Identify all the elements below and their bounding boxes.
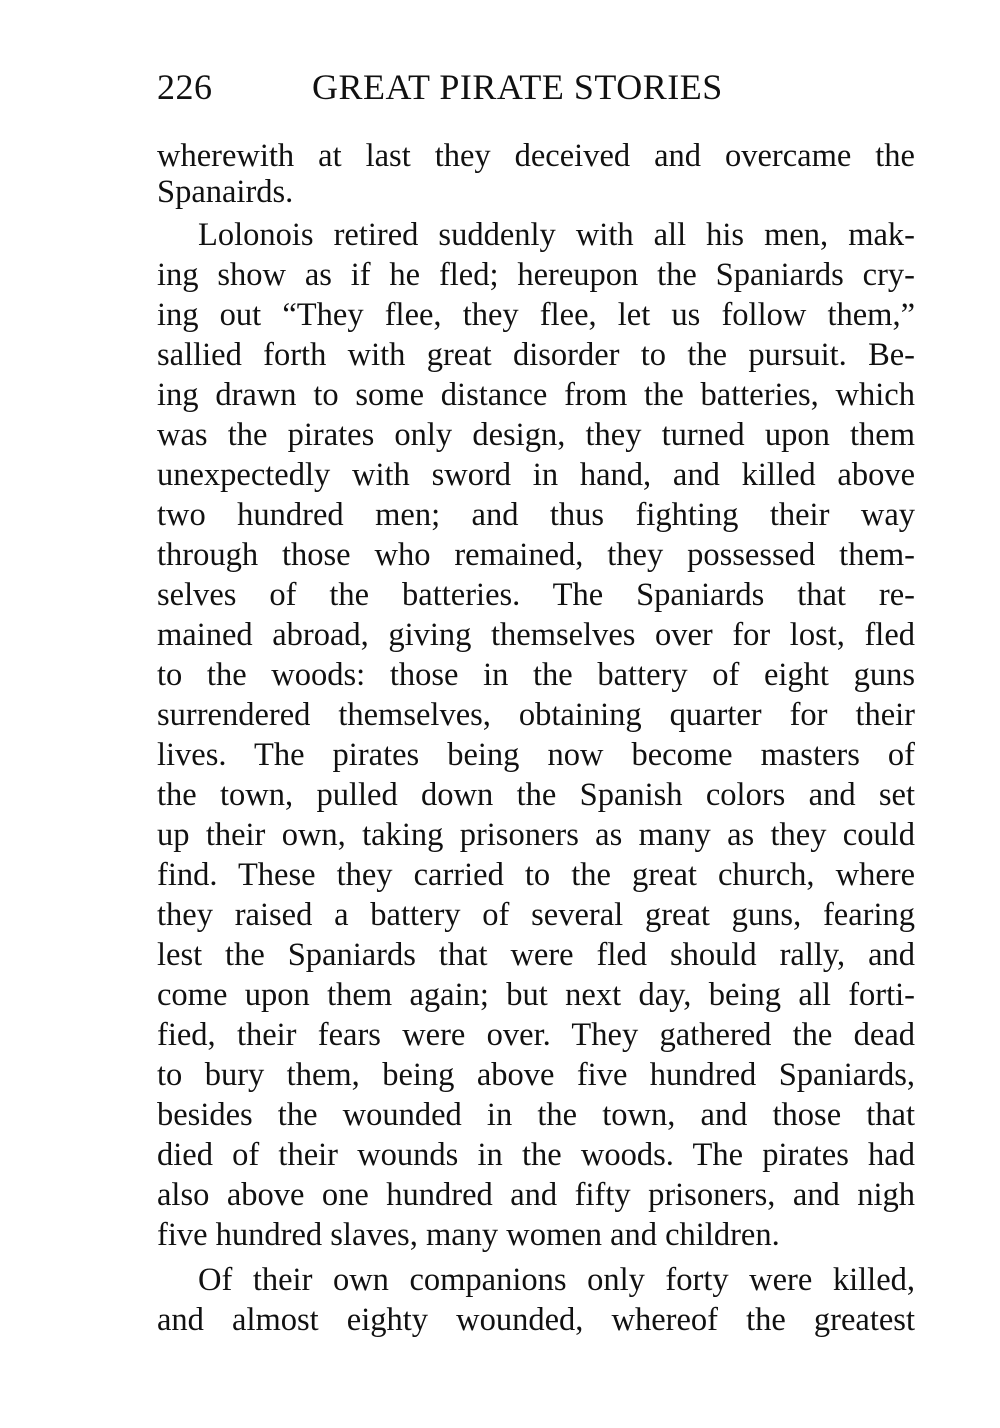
text-line: to bury them, being above five hundred Spaniards, (157, 1057, 915, 1093)
text-line: fied, their fears were over. They gathered the dead (157, 1017, 915, 1053)
text-line: find. These they carried to the great church, where (157, 857, 915, 893)
text-line: besides the wounded in the town, and those that (157, 1097, 915, 1133)
text-line: ing drawn to some distance from the batteries, which (157, 377, 915, 413)
text-line: also above one hundred and fifty prisoners, and nigh (157, 1177, 915, 1213)
text-line: they raised a battery of several great guns, fearing (157, 897, 915, 933)
text-line: come upon them again; but next day, being all forti- (157, 977, 915, 1013)
text-line: sallied forth with great disorder to the pursuit. Be- (157, 337, 915, 373)
text-line: mained abroad, giving themselves over for lost, fled (157, 617, 915, 653)
text-line: lest the Spaniards that were fled should rally, and (157, 937, 915, 973)
paragraph (157, 1260, 915, 1340)
text-line: two hundred men; and thus fighting their way (157, 497, 915, 533)
text-line: surrendered themselves, obtaining quarter for their (157, 697, 915, 733)
text-line: died of their wounds in the woods. The pirates had (157, 1137, 915, 1173)
running-title: GREAT PIRATE STORIES (312, 67, 723, 107)
text-line: was the pirates only design, they turned upon them (157, 417, 915, 453)
text-line: Spanairds. (157, 174, 294, 210)
page-number: 226 (157, 67, 213, 107)
text-line: to the woods: those in the battery of eight guns (157, 657, 915, 693)
text-line: selves of the batteries. The Spaniards that re- (157, 577, 915, 613)
text-line: Lolonois retired suddenly with all his men, mak- (198, 217, 915, 253)
text-line: lives. The pirates being now become masters of (157, 737, 915, 773)
text-line: ing show as if he fled; hereupon the Spaniards cry- (157, 257, 915, 293)
body-text (157, 138, 915, 1340)
text-line: up their own, taking prisoners as many as they could (157, 817, 915, 853)
text-line: Of their own companions only forty were killed, (198, 1262, 915, 1298)
text-line: the town, pulled down the Spanish colors and set (157, 777, 915, 813)
paragraph (157, 138, 915, 210)
text-line: through those who remained, they possessed them- (157, 537, 915, 573)
text-line: ing out “They flee, they flee, let us follow them,” (157, 297, 915, 333)
paragraph (157, 215, 915, 1255)
page-header (157, 66, 917, 110)
text-line: wherewith at last they deceived and overcame the (157, 138, 915, 174)
text-line: and almost eighty wounded, whereof the greatest (157, 1302, 915, 1338)
text-line: unexpectedly with sword in hand, and killed above (157, 457, 915, 493)
text-line: five hundred slaves, many women and children. (157, 1217, 780, 1253)
